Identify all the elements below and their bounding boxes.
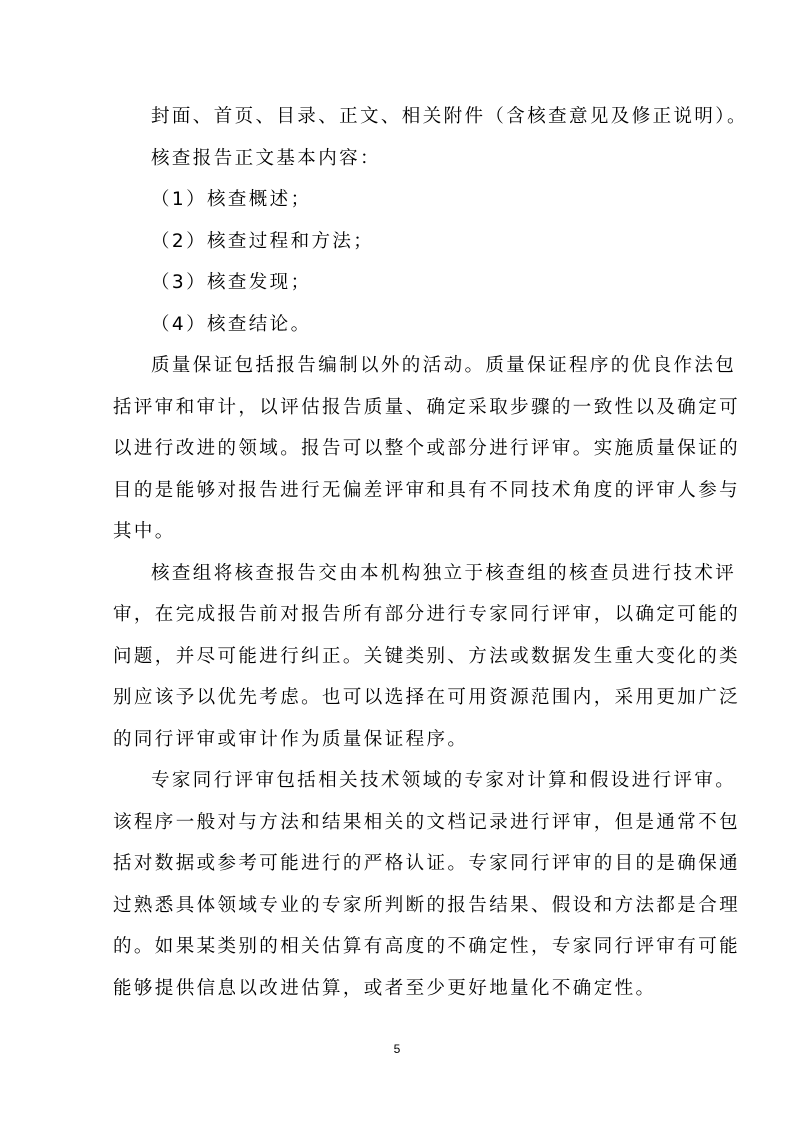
text-line: （2）核查过程和方法； bbox=[151, 230, 375, 252]
text-line: 的同行评审或审计作为质量保证程序。 bbox=[113, 728, 469, 750]
text-line: 其中。 bbox=[113, 521, 176, 542]
text-line: 问题，并尽可能进行纠正。关键类别、方法或数据发生重大变化的类 bbox=[113, 645, 741, 667]
page-number: 5 bbox=[393, 1042, 401, 1056]
text-line: 核查组将核查报告交由本机构独立于核查组的核查员进行技术评 bbox=[151, 562, 737, 584]
text-line: 质量保证包括报告编制以外的活动。质量保证程序的优良作法包 bbox=[151, 355, 737, 376]
text-line: 核查报告正文基本内容： bbox=[151, 147, 381, 169]
text-line: 以进行改进的领域。报告可以整个或部分进行评审。实施质量保证的 bbox=[113, 438, 741, 459]
text-line: 封面、首页、目录、正文、相关附件（含核查意见及修正说明）。 bbox=[151, 106, 748, 127]
document-body bbox=[113, 96, 748, 1009]
text-line: （1）核查概述； bbox=[151, 189, 312, 210]
text-line: 括评审和审计，以评估报告质量、确定采取步骤的一致性以及确定可 bbox=[113, 396, 741, 418]
text-line: 审，在完成报告前对报告所有部分进行专家同行评审，以确定可能的 bbox=[113, 604, 741, 625]
text-line: 该程序一般对与方法和结果相关的文档记录进行评审，但是通常不包 bbox=[113, 811, 741, 833]
text-line: （3）核查发现； bbox=[151, 272, 312, 293]
text-line: 目的是能够对报告进行无偏差评审和具有不同技术角度的评审人参与 bbox=[113, 479, 741, 501]
text-line: 的。如果某类别的相关估算有高度的不确定性，专家同行评审有可能 bbox=[113, 936, 741, 957]
text-line: 专家同行评审包括相关技术领域的专家对计算和假设进行评审。 bbox=[151, 770, 737, 791]
text-line: 过熟悉具体领域专业的专家所判断的报告结果、假设和方法都是合理 bbox=[113, 894, 741, 916]
text-line: 括对数据或参考可能进行的严格认证。专家同行评审的目的是确保通 bbox=[113, 853, 741, 874]
text-line: （4）核查结论。 bbox=[151, 313, 312, 335]
text-line: 能够提供信息以改进估算，或者至少更好地量化不确定性。 bbox=[113, 977, 657, 999]
text-line: 别应该予以优先考虑。也可以选择在可用资源范围内，采用更加广泛 bbox=[113, 687, 741, 708]
